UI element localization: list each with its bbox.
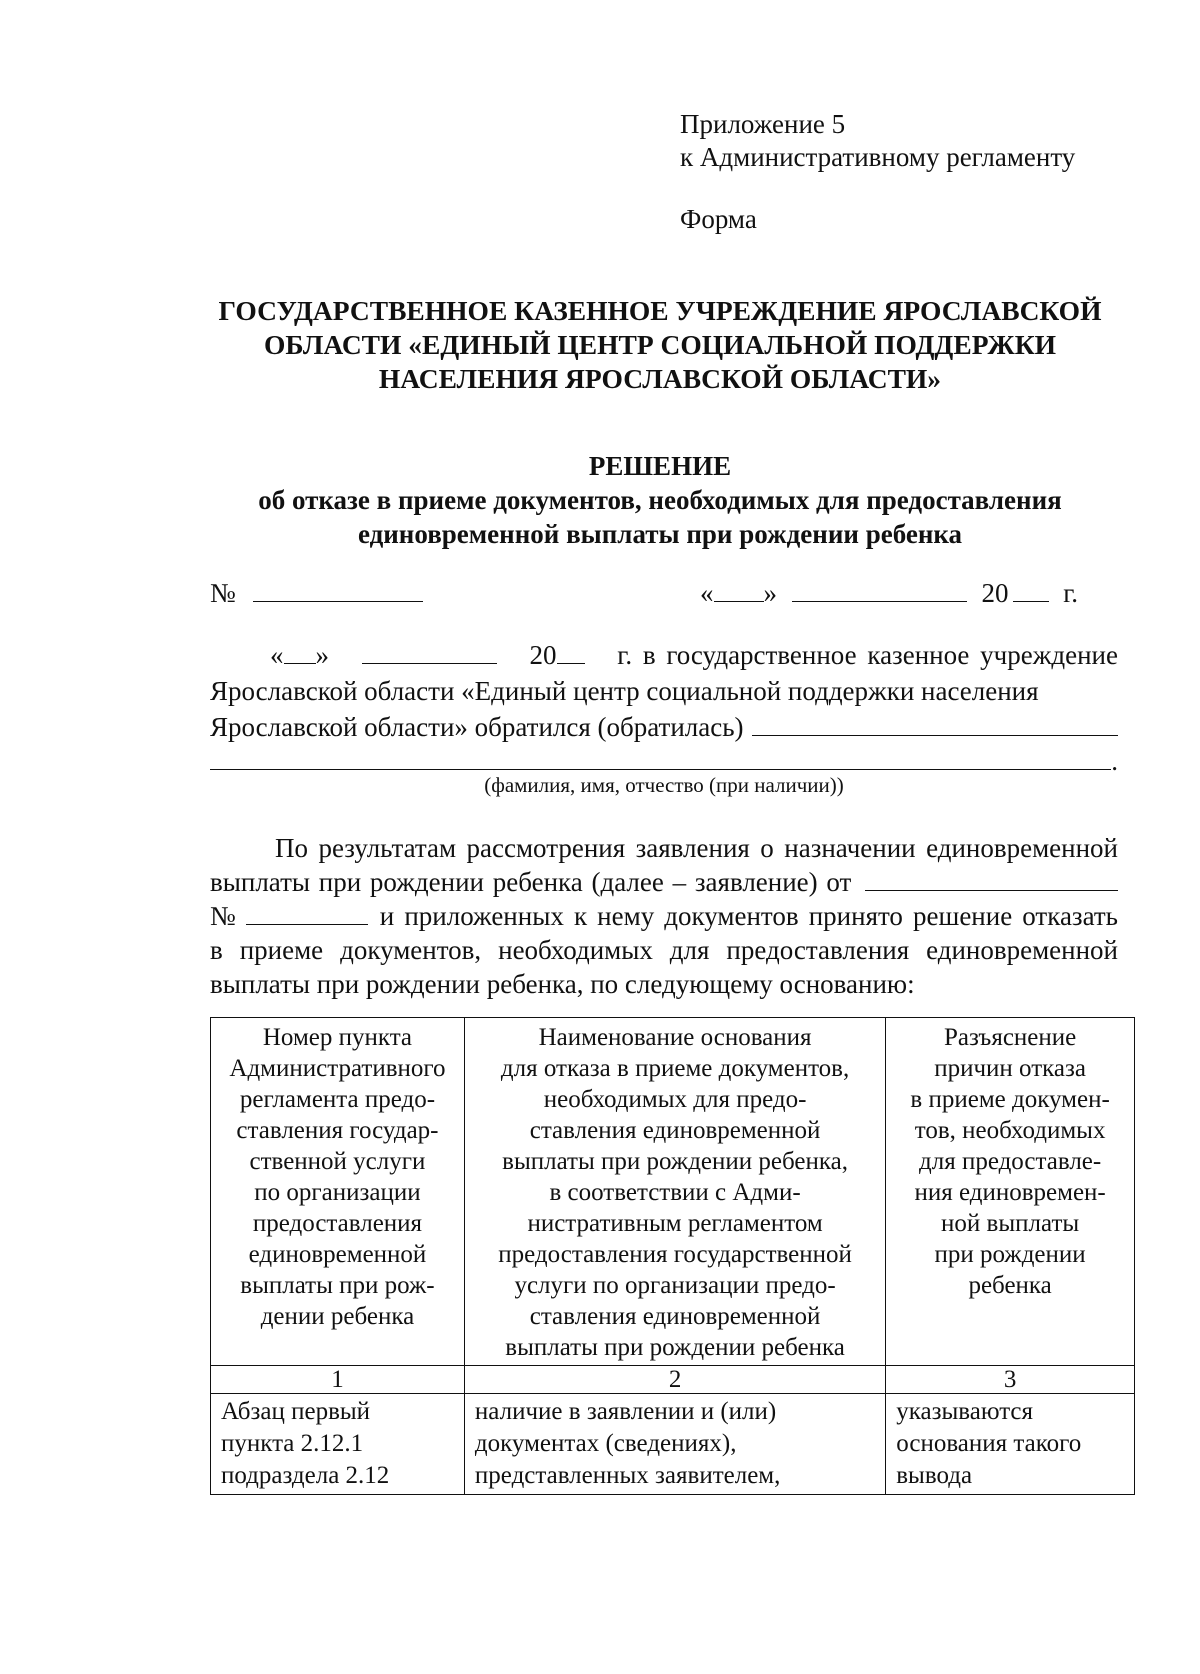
cell-line: основания такого — [896, 1430, 1082, 1457]
result-line-5: выплаты при рождении ребенка, по следующему основанию: — [210, 969, 915, 999]
cell-line: для отказа в приеме документов, — [500, 1055, 850, 1082]
result-line-2 — [210, 867, 1118, 898]
cell-line: ставления единовременной — [529, 1117, 821, 1144]
table-header-cell — [886, 1018, 1135, 1366]
decision-title: РЕШЕНИЕ — [588, 451, 732, 481]
applicant-line-2: Ярославской области «Единый центр социальной поддержки населения — [210, 676, 1039, 706]
cell-line: причин отказа — [934, 1055, 1086, 1082]
applicant-line-1 — [270, 640, 1118, 671]
column-number-cell: 1 — [211, 1366, 465, 1394]
applicant-name-blank[interactable] — [210, 747, 1111, 770]
cell-line: регламента предо- — [239, 1086, 436, 1113]
column-number-cell: 3 — [886, 1366, 1135, 1394]
form-label: Форма — [680, 204, 757, 234]
year-blank[interactable] — [1013, 579, 1049, 602]
table-cell — [211, 1394, 465, 1495]
cell-line: ния единовремен- — [914, 1179, 1106, 1206]
cell-line: необходимых для предо- — [543, 1086, 807, 1113]
cell-line: Разъяснение — [943, 1024, 1077, 1051]
year-prefix: 20 — [981, 578, 1009, 608]
organization-line: ОБЛАСТИ «ЕДИНЫЙ ЦЕНТР СОЦИАЛЬНОЙ ПОДДЕРЖКИ — [263, 329, 1057, 360]
cell-line: указываются — [896, 1398, 1034, 1425]
year-prefix: 20 — [529, 640, 557, 670]
table-header-row — [211, 1018, 1135, 1366]
cell-line: выплаты при рож- — [240, 1272, 435, 1299]
organization-line: НАСЕЛЕНИЯ ЯРОСЛАВСКОЙ ОБЛАСТИ» — [378, 363, 942, 394]
cell-line: тов, необходимых — [914, 1117, 1106, 1144]
table-column-number-row — [211, 1366, 1135, 1394]
applicant-text: г. в государственное казенное учреждение — [617, 640, 1118, 670]
year-blank[interactable] — [557, 641, 585, 664]
appendix-reference — [680, 108, 1075, 174]
organization-name — [200, 294, 1120, 396]
decision-subtitle: об отказе в приеме документов, необходимых для предоставления — [258, 485, 1062, 515]
table-cell — [464, 1394, 885, 1495]
cell-line: Административного — [229, 1055, 446, 1082]
result-text: и приложенных к нему документов принято решение отказать — [379, 901, 1118, 931]
cell-line: по организации — [254, 1179, 421, 1206]
applicant-line-3 — [210, 712, 1118, 743]
cell-line: Наименование основания — [538, 1024, 812, 1051]
cell-line: Абзац первый — [221, 1398, 371, 1425]
application-date-blank[interactable] — [865, 868, 1118, 891]
cell-line: выплаты при рождении ребенка — [505, 1334, 845, 1361]
cell-line: подраздела 2.12 — [221, 1462, 390, 1489]
appendix-regulation: к Административному регламенту — [680, 142, 1076, 172]
cell-line: услуги по организации предо- — [514, 1272, 836, 1299]
cell-line: пункта 2.12.1 — [221, 1430, 364, 1457]
decision-heading — [200, 449, 1120, 551]
quote-close: » — [315, 640, 329, 670]
result-text: выплаты при рождении ребенка (далее – заявление) от — [210, 867, 852, 897]
cell-line: в соответствии с Адми- — [549, 1179, 801, 1206]
cell-line: наличие в заявлении и (или) — [474, 1398, 777, 1425]
decision-date — [700, 578, 1078, 609]
quote-open: « — [700, 578, 714, 608]
organization-line: ГОСУДАРСТВЕННОЕ КАЗЕННОЕ УЧРЕЖДЕНИЕ ЯРОСЛАВСКОЙ — [218, 295, 1102, 326]
cell-line: единовременной — [248, 1241, 427, 1268]
table-header-cell — [211, 1018, 465, 1366]
number-sign: № — [210, 578, 236, 608]
cell-line: ставления единовременной — [529, 1303, 821, 1330]
cell-line: при рождении — [934, 1241, 1086, 1268]
table-row — [211, 1394, 1135, 1495]
number-blank[interactable] — [253, 579, 423, 602]
result-line-1: По результатам рассмотрения заявления о назначении единовременной — [275, 833, 1118, 863]
decision-number — [210, 578, 423, 609]
applicant-name-blank[interactable] — [752, 713, 1118, 736]
refusal-grounds-table — [210, 1017, 1135, 1495]
cell-line: предоставления государственной — [498, 1241, 852, 1268]
cell-line: представленных заявителем, — [474, 1462, 781, 1489]
day-blank[interactable] — [714, 579, 764, 602]
table-cell — [886, 1394, 1135, 1495]
end-dot: . — [1111, 746, 1118, 776]
applicant-text: Ярославской области» обратился (обратилась) — [210, 712, 744, 742]
month-blank[interactable] — [792, 579, 967, 602]
cell-line: дении ребенка — [260, 1303, 415, 1330]
cell-line: вывода — [896, 1462, 973, 1489]
decision-subtitle: единовременной выплаты при рождении ребенка — [357, 519, 963, 549]
number-sign: № — [210, 901, 236, 931]
table-header-cell — [464, 1018, 885, 1366]
cell-line: выплаты при рождении ребенка, — [502, 1148, 848, 1175]
month-blank[interactable] — [362, 641, 497, 664]
day-blank[interactable] — [284, 641, 316, 664]
cell-line: ставления государ- — [236, 1117, 439, 1144]
quote-close: » — [763, 578, 777, 608]
result-line-4: в приеме документов, необходимых для предоставления единовременной — [210, 935, 1118, 965]
cell-line: ной выплаты — [941, 1210, 1080, 1237]
appendix-number: Приложение 5 — [680, 109, 846, 139]
column-number-cell: 2 — [464, 1366, 885, 1394]
cell-line: предоставления — [252, 1210, 423, 1237]
name-caption: (фамилия, имя, отчество (при наличии)) — [484, 773, 844, 797]
cell-line: ственной услуги — [249, 1148, 426, 1175]
cell-line: для предоставле- — [919, 1148, 1102, 1175]
result-line-3 — [210, 901, 1118, 932]
year-suffix: г. — [1063, 578, 1079, 608]
cell-line: ребенка — [968, 1272, 1052, 1299]
cell-line: Номер пункта — [262, 1024, 413, 1051]
quote-open: « — [270, 640, 284, 670]
cell-line: нистративным регламентом — [527, 1210, 823, 1237]
application-number-blank[interactable] — [246, 902, 368, 925]
cell-line: документах (сведениях), — [474, 1430, 737, 1457]
cell-line: в приеме докумен- — [910, 1086, 1110, 1113]
